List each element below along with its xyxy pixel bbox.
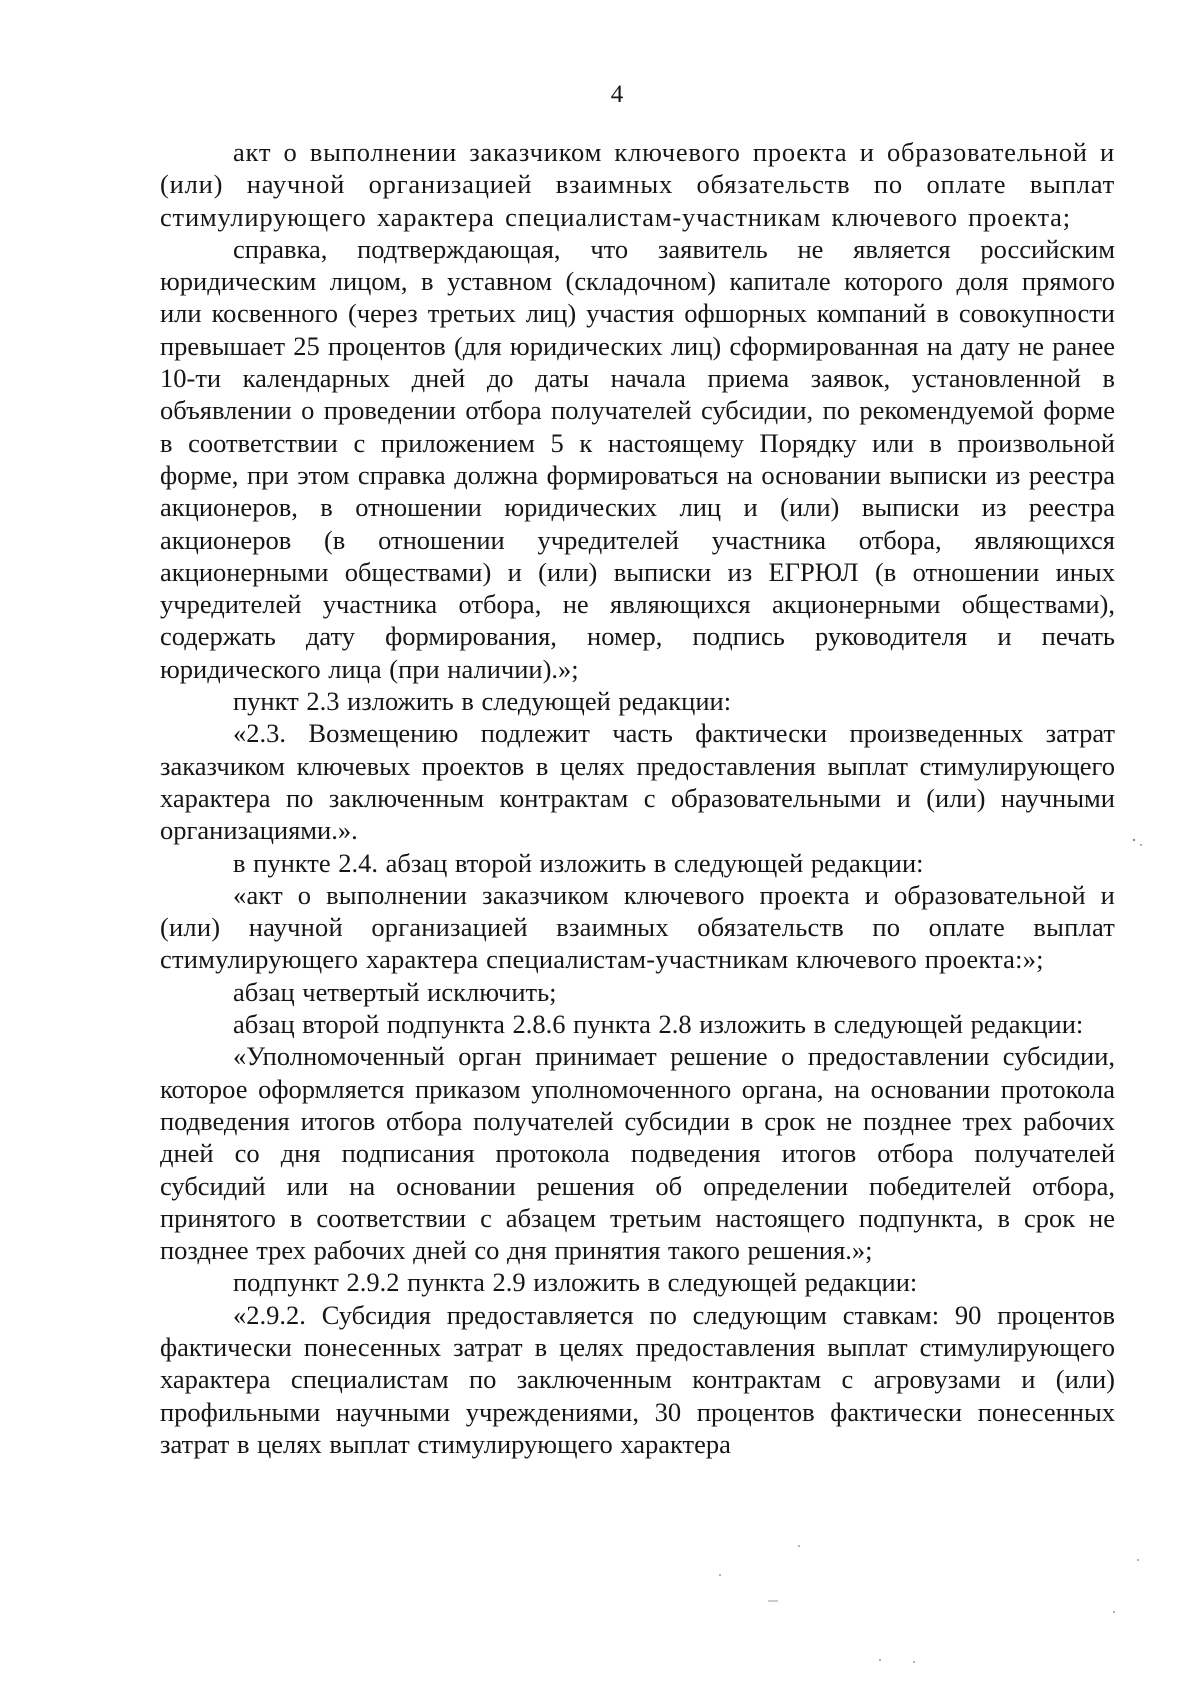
paragraph-amend-clause-2-4: в пункте 2.4. абзац второй изложить в следующей редакции:: [233, 847, 924, 878]
paragraph-amend-subclause-2-8-6: абзац второй подпункта 2.8.6 пункта 2.8 изложить в следующей редакции:: [233, 1009, 1084, 1040]
paragraph-act-of-fulfillment: акт о выполнении заказчиком ключевого проекта и образовательной и (или) научной организацией взаимных обязательств по оплате выплат стимулирующего характера специалистам-участникам ключевого проекта;: [160, 137, 1115, 232]
paragraph-subclause-2-8-6-text: «Уполномоченный орган принимает решение о предоставлении субсидии, которое оформляется приказом уполномоченного органа, на основании протокола подведения итогов отбора получателей субсидии в срок не позднее трех рабочих дней со дня подписания протокола подведения итогов отбора получателей субсидий или на основании решения об определении победителей отбора, принятого в соответствии с абзацем третьим настоящего подпункта, в срок не позднее трех рабочих дней со дня принятия такого решения.»;: [160, 1041, 1115, 1266]
paragraph-exclude-fourth: абзац четвертый исключить;: [233, 976, 557, 1007]
paragraph-amend-subclause-2-9-2: подпункт 2.9.2 пункта 2.9 изложить в следующей редакции:: [233, 1267, 918, 1298]
paragraph-subclause-2-9-2-text: «2.9.2. Субсидия предоставляется по следующим ставкам: 90 процентов фактически понесенных затрат в целях предоставления выплат стимулирующего характера специалистам по заключенным контрактам с агровузами и (или) профильными научными учреждениями, 30 процентов фактически понесенных затрат в целях выплат стимулирующего характера: [160, 1299, 1115, 1459]
paragraph-offshore-certificate: справка, подтверждающая, что заявитель не является российским юридическим лицом, в уставном (складочном) капитале которого доля прямого или косвенного (через третьих лиц) участия офшорных компаний в совокупности превышает 25 процентов (для юридических лиц) сформированная на дату не ранее 10-ти календарных дней до даты начала приема заявок, установленной в объявлении о проведении отбора получателей субсидии, по рекомендуемой форме в соответствии с приложением 5 к настоящему Порядку или в произвольной форме, при этом справка должна формироваться на основании выписки из реестра акционеров, в отношении юридических лиц и (или) выписки из реестра акционеров (в отношении учредителей участника отбора, являющихся акционерными обществами) и (или) выписки из ЕГРЮЛ (в отношении иных учредителей участника отбора, не являющихся акционерными обществами), содержать дату формирования, номер, подпись руководителя и печать юридического лица (при наличии).»;: [160, 233, 1115, 684]
paragraph-clause-2-3-text: «2.3. Возмещению подлежит часть фактически произведенных затрат заказчиком ключевых проектов в целях предоставления выплат стимулирующего характера по заключенным контрактам с образовательными и (или) научными организациями.».: [160, 718, 1115, 846]
page-number: 4: [610, 81, 624, 108]
paragraph-amend-clause-2-3: пункт 2.3 изложить в следующей редакции:: [233, 686, 732, 717]
document-body: [160, 136, 1115, 1460]
paragraph-clause-2-4-text: «акт о выполнении заказчиком ключевого проекта и образовательной и (или) научной организацией взаимных обязательств по оплате выплат стимулирующего характера специалистам-участникам ключевого проекта:»;: [160, 879, 1115, 975]
